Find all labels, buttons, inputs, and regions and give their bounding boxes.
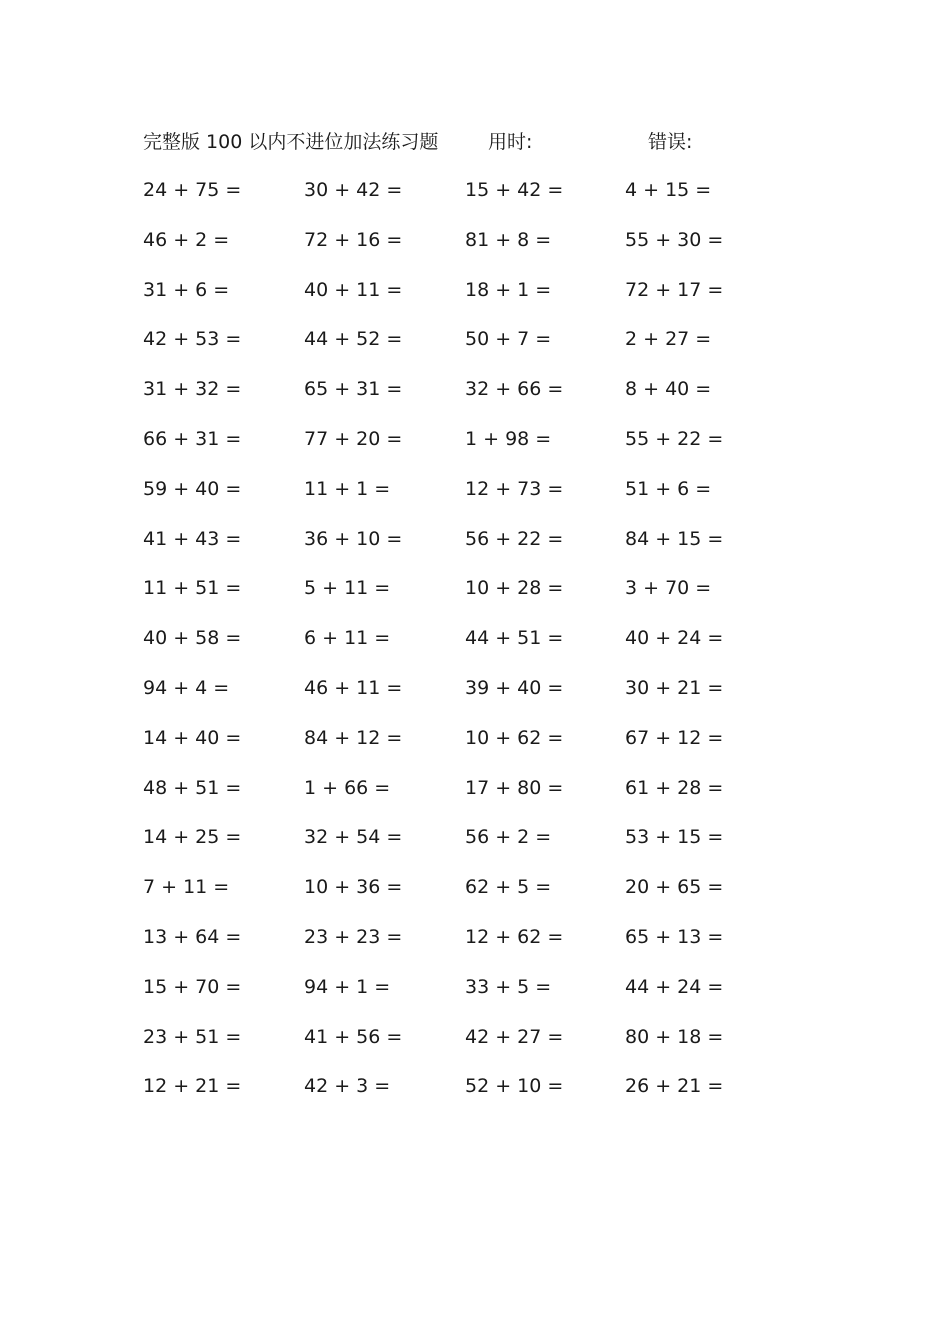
- problem-row: [143, 873, 763, 923]
- addition-problem: 23 + 51 =: [143, 1025, 242, 1048]
- addition-problem: 14 + 25 =: [143, 826, 242, 849]
- addition-problem: 55 + 22 =: [625, 427, 724, 450]
- addition-problem: 40 + 11 =: [304, 278, 403, 301]
- addition-problem: 31 + 6 =: [143, 278, 230, 301]
- addition-problem: 80 + 18 =: [625, 1025, 724, 1048]
- problem-row: [143, 823, 763, 873]
- addition-problem: 62 + 5 =: [465, 876, 552, 899]
- problem-row: [143, 973, 763, 1023]
- addition-problem: 36 + 10 =: [304, 527, 403, 550]
- addition-problem: 84 + 12 =: [304, 726, 403, 749]
- addition-problem: 32 + 66 =: [465, 378, 564, 401]
- addition-problem: 84 + 15 =: [625, 527, 724, 550]
- addition-problem: 31 + 32 =: [143, 378, 242, 401]
- time-label: 用时:: [488, 131, 533, 153]
- problem-row: [143, 176, 763, 226]
- addition-problem: 12 + 62 =: [465, 925, 564, 948]
- addition-problem: 39 + 40 =: [465, 676, 564, 699]
- addition-problem: 11 + 51 =: [143, 577, 242, 600]
- addition-problem: 77 + 20 =: [304, 427, 403, 450]
- addition-problem: 32 + 54 =: [304, 826, 403, 849]
- addition-problem: 23 + 23 =: [304, 925, 403, 948]
- addition-problem: 51 + 6 =: [625, 477, 712, 500]
- problem-row: [143, 375, 763, 425]
- addition-problem: 2 + 27 =: [625, 328, 712, 351]
- addition-problem: 44 + 52 =: [304, 328, 403, 351]
- problem-row: [143, 1072, 763, 1122]
- addition-problem: 44 + 51 =: [465, 627, 564, 650]
- addition-problem: 12 + 73 =: [465, 477, 564, 500]
- problem-row: [143, 475, 763, 525]
- addition-problem: 61 + 28 =: [625, 776, 724, 799]
- problem-row: [143, 325, 763, 375]
- addition-problem: 56 + 2 =: [465, 826, 552, 849]
- addition-problem: 4 + 15 =: [625, 179, 712, 201]
- addition-problem: 5 + 11 =: [304, 577, 391, 600]
- addition-problem: 44 + 24 =: [625, 975, 724, 998]
- addition-problem: 72 + 16 =: [304, 228, 403, 251]
- addition-problem: 15 + 42 =: [465, 179, 564, 201]
- problem-row: [143, 674, 763, 724]
- addition-problem: 8 + 40 =: [625, 378, 712, 401]
- addition-problem: 10 + 62 =: [465, 726, 564, 749]
- problem-row: [143, 624, 763, 674]
- addition-problem: 40 + 58 =: [143, 627, 242, 650]
- problem-row: [143, 525, 763, 575]
- worksheet-header: [143, 128, 763, 156]
- addition-problem: 41 + 43 =: [143, 527, 242, 550]
- addition-problem: 11 + 1 =: [304, 477, 391, 500]
- errors-label: 错误:: [648, 131, 693, 153]
- addition-problem: 59 + 40 =: [143, 477, 242, 500]
- addition-problem: 10 + 28 =: [465, 577, 564, 600]
- worksheet-title: 完整版 100 以内不进位加法练习题: [143, 131, 439, 153]
- addition-problem: 7 + 11 =: [143, 876, 230, 899]
- addition-problem: 42 + 3 =: [304, 1075, 391, 1098]
- addition-problem: 1 + 66 =: [304, 776, 391, 799]
- addition-problem: 48 + 51 =: [143, 776, 242, 799]
- addition-problem: 66 + 31 =: [143, 427, 242, 450]
- addition-problem: 52 + 10 =: [465, 1075, 564, 1098]
- problem-row: [143, 574, 763, 624]
- addition-problem: 94 + 1 =: [304, 975, 391, 998]
- addition-problem: 67 + 12 =: [625, 726, 724, 749]
- addition-problem: 46 + 11 =: [304, 676, 403, 699]
- addition-problem: 56 + 22 =: [465, 527, 564, 550]
- addition-problem: 30 + 42 =: [304, 179, 403, 201]
- addition-problem: 6 + 11 =: [304, 627, 391, 650]
- addition-problem: 53 + 15 =: [625, 826, 724, 849]
- problem-row: [143, 923, 763, 973]
- problem-row: [143, 774, 763, 824]
- addition-problem: 1 + 98 =: [465, 427, 552, 450]
- addition-problem: 12 + 21 =: [143, 1075, 242, 1098]
- addition-problem: 30 + 21 =: [625, 676, 724, 699]
- addition-problem: 65 + 13 =: [625, 925, 724, 948]
- addition-problem: 72 + 17 =: [625, 278, 724, 301]
- addition-problem: 41 + 56 =: [304, 1025, 403, 1048]
- problem-row: [143, 276, 763, 326]
- addition-problem: 81 + 8 =: [465, 228, 552, 251]
- problem-grid: [143, 176, 763, 1122]
- problem-row: [143, 724, 763, 774]
- addition-problem: 17 + 80 =: [465, 776, 564, 799]
- problem-row: [143, 425, 763, 475]
- addition-problem: 10 + 36 =: [304, 876, 403, 899]
- addition-problem: 46 + 2 =: [143, 228, 230, 251]
- addition-problem: 50 + 7 =: [465, 328, 552, 351]
- addition-problem: 14 + 40 =: [143, 726, 242, 749]
- addition-problem: 13 + 64 =: [143, 925, 242, 948]
- addition-problem: 3 + 70 =: [625, 577, 712, 600]
- addition-problem: 40 + 24 =: [625, 627, 724, 650]
- problem-row: [143, 1023, 763, 1073]
- problem-row: [143, 226, 763, 276]
- addition-problem: 65 + 31 =: [304, 378, 403, 401]
- addition-problem: 18 + 1 =: [465, 278, 552, 301]
- addition-problem: 33 + 5 =: [465, 975, 552, 998]
- addition-problem: 26 + 21 =: [625, 1075, 724, 1098]
- addition-problem: 42 + 53 =: [143, 328, 242, 351]
- addition-problem: 94 + 4 =: [143, 676, 230, 699]
- addition-problem: 15 + 70 =: [143, 975, 242, 998]
- addition-problem: 55 + 30 =: [625, 228, 724, 251]
- addition-problem: 20 + 65 =: [625, 876, 724, 899]
- addition-problem: 24 + 75 =: [143, 179, 242, 201]
- addition-problem: 42 + 27 =: [465, 1025, 564, 1048]
